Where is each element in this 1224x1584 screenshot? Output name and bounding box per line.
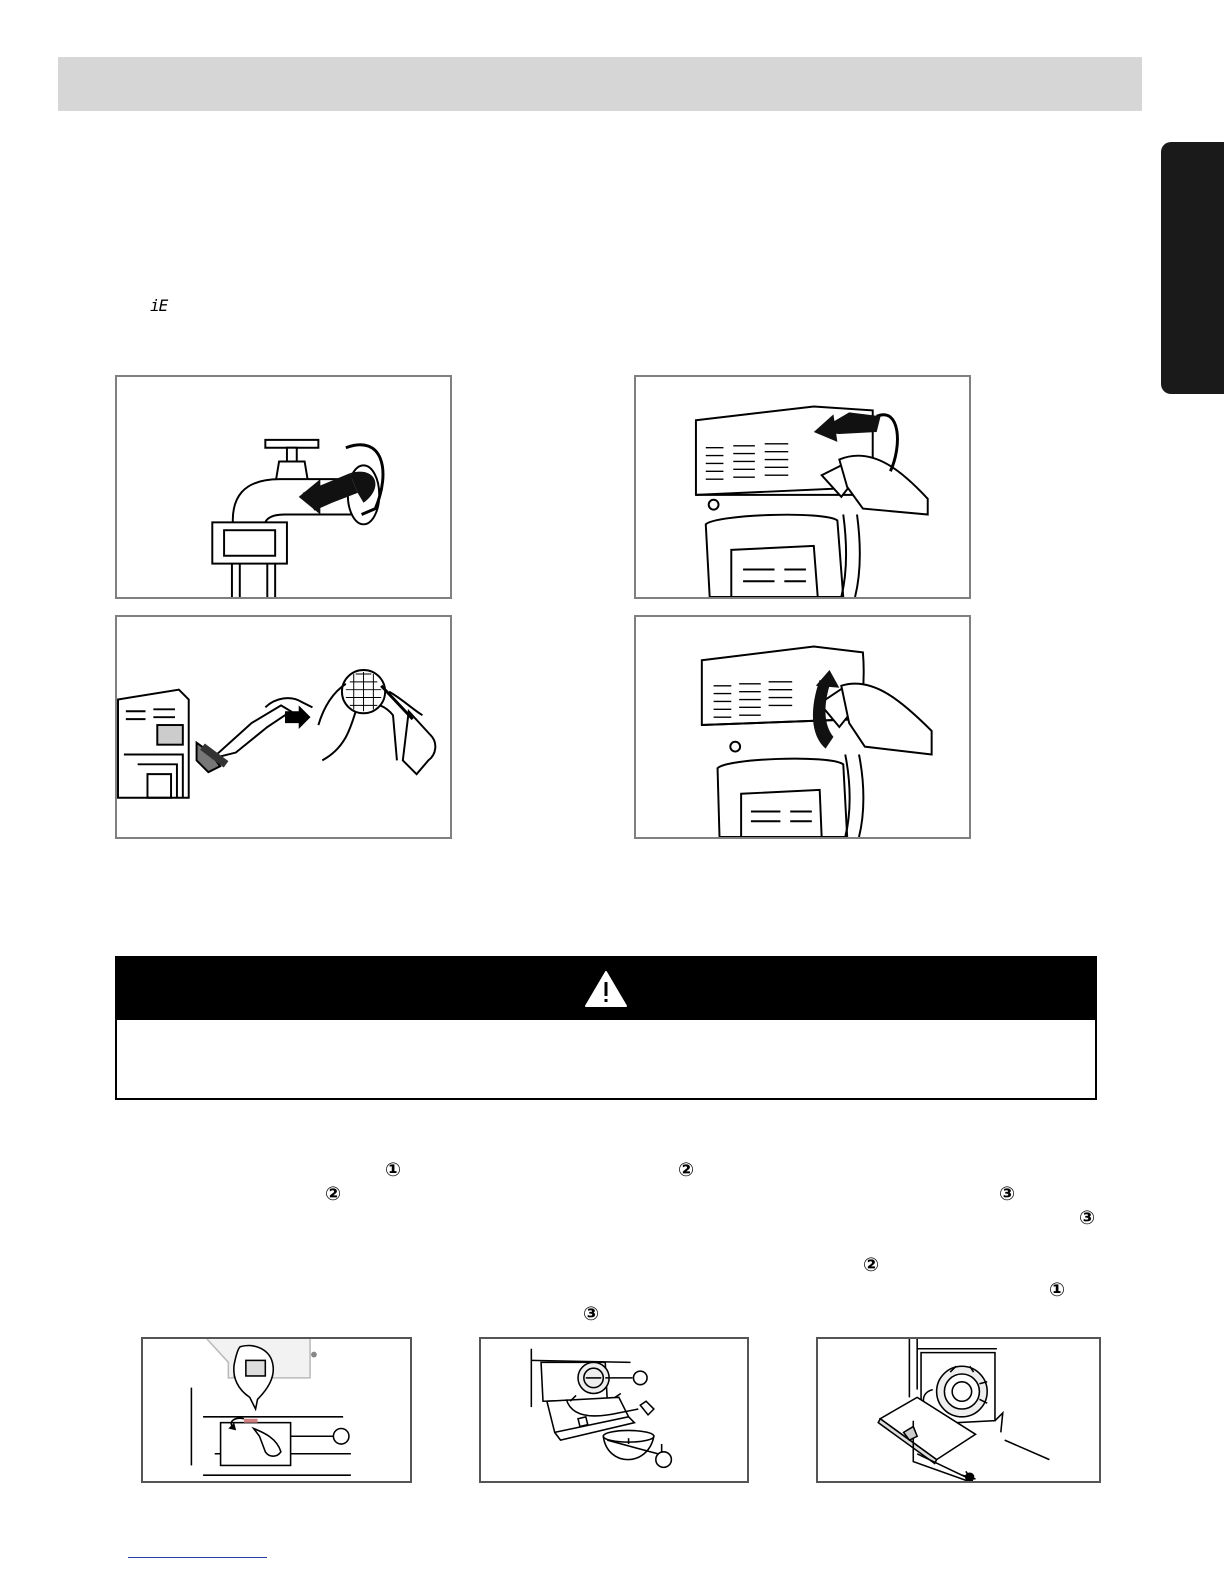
page-link-underline xyxy=(128,1557,267,1558)
drain-hose-bowl-icon xyxy=(481,1339,747,1481)
pump-filter-icon xyxy=(818,1339,1099,1481)
warning-triangle-icon xyxy=(584,970,628,1008)
section-header-bar xyxy=(58,57,1142,111)
figure-pump-cover xyxy=(141,1337,412,1483)
step-marker-2: ② xyxy=(678,1159,695,1181)
step-marker-3: ③ xyxy=(999,1183,1016,1205)
hose-tighten-arrow-icon xyxy=(636,617,969,837)
hose-unscrew-arrow-icon xyxy=(636,377,969,597)
step-marker-3: ③ xyxy=(1079,1207,1096,1229)
pump-cover-icon xyxy=(143,1339,410,1481)
step-marker-2: ② xyxy=(863,1254,880,1276)
error-code-display: iE xyxy=(150,296,168,315)
warning-box xyxy=(115,956,1097,1100)
faucet-arrow-icon xyxy=(117,377,450,597)
figure-pump-drain xyxy=(479,1337,749,1483)
figure-hose-unscrew xyxy=(634,375,971,599)
step-marker-3: ③ xyxy=(583,1303,600,1325)
warning-header xyxy=(117,958,1095,1020)
figure-hose-tighten xyxy=(634,615,971,839)
step-marker-1: ① xyxy=(385,1159,402,1181)
figure-faucet-close xyxy=(115,375,452,599)
chapter-side-tab xyxy=(1161,142,1224,394)
figure-pump-filter xyxy=(816,1337,1101,1483)
filter-clean-icon xyxy=(117,617,450,837)
step-marker-2: ② xyxy=(325,1183,342,1205)
figure-filter-clean xyxy=(115,615,452,839)
step-marker-1: ① xyxy=(1049,1279,1066,1301)
